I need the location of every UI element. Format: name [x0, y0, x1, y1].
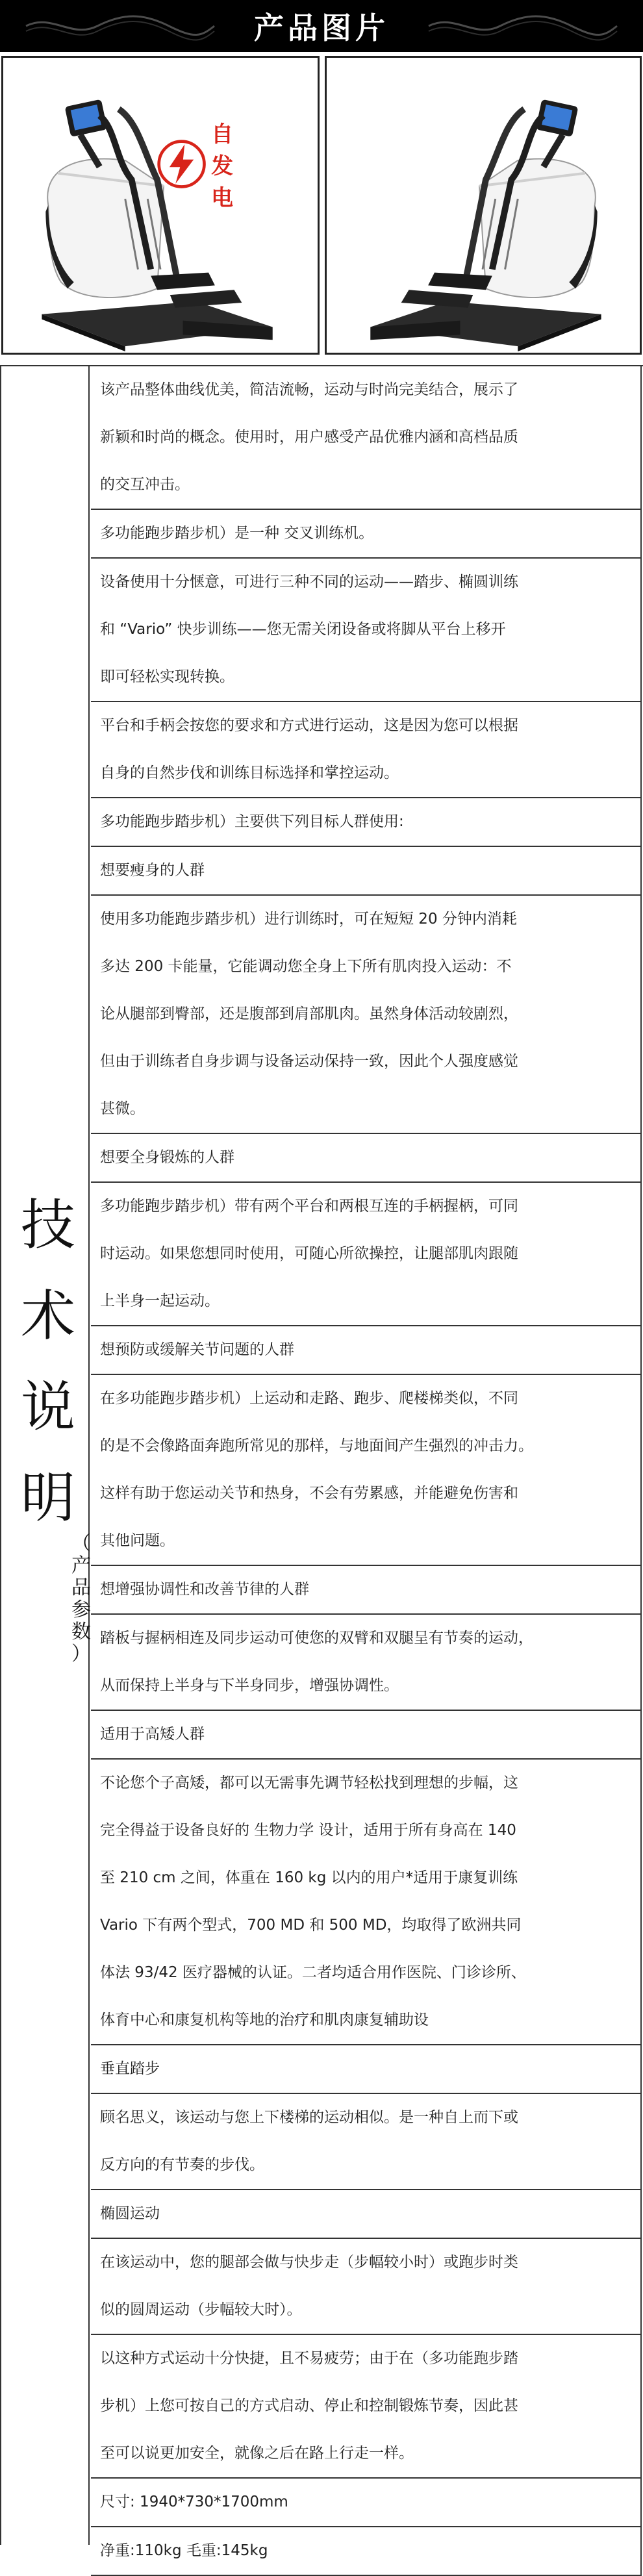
spec-row-line: 多功能跑步踏步机）是一种 交叉训练机。 — [100, 525, 374, 542]
spec-row-line: 垂直踏步 — [100, 2060, 160, 2077]
spec-label-column — [0, 366, 90, 2545]
wave-ornament-right — [429, 10, 617, 42]
spec-row-line: 多功能跑步踏步机）主要供下列目标人群使用: — [100, 813, 404, 830]
spec-row-line: 体法 93/42 医疗器械的认证。二者均适合用作医院、门诊诊所、 — [100, 1964, 526, 1981]
spec-row-line: 甚微。 — [100, 1100, 145, 1117]
spec-row-line: 以这种方式运动十分快捷，且不易疲劳；由于在（多功能跑步踏 — [100, 2350, 518, 2367]
spec-row-line: 该产品整体曲线优美，简洁流畅，运动与时尚完美结合，展示了 — [100, 381, 518, 398]
spec-row-line: 想要全身锻炼的人群 — [100, 1149, 234, 1166]
spec-row-line: 上半身一起运动。 — [100, 1293, 220, 1309]
spec-label-subtitle: （ 产 品 参 数 ） — [71, 1532, 91, 1665]
spec-row-line: 完全得益于设备良好的 生物力学 设计，适用于所有身高在 140 — [100, 1822, 516, 1839]
spec-row — [91, 2190, 640, 2239]
spec-row — [91, 1615, 640, 1711]
spec-row-line: Vario 下有两个型式，700 MD 和 500 MD，均取得了欧洲共同 — [100, 1917, 522, 1934]
spec-row — [91, 2527, 640, 2576]
section-header — [0, 0, 643, 52]
spec-row — [91, 1375, 640, 1566]
spec-row-line: 反方向的有节奏的步伐。 — [100, 2156, 264, 2173]
spec-row-line: 论从腿部到臀部，还是腹部到肩部肌肉。虽然身体活动较剧烈， — [100, 1005, 518, 1022]
spec-row-line: 想要瘦身的人群 — [100, 862, 205, 879]
spec-row — [91, 2239, 640, 2335]
spec-label-char: 技 — [20, 1193, 75, 1257]
spec-row-line: 和 “Vario” 快步训练——您无需关闭设备或将脚从平台上移开 — [100, 621, 506, 638]
spec-row — [91, 1134, 640, 1183]
spec-row — [91, 702, 640, 798]
spec-row-line: 多达 200 卡能量，它能调动您全身上下所有肌肉投入运动：不 — [100, 958, 512, 975]
elliptical-machine-image-mirrored — [327, 58, 640, 353]
spec-row-line: 的是不会像路面奔跑所常见的那样，与地面间产生强烈的冲击力。 — [100, 1437, 533, 1454]
spec-row-line: 即可轻松实现转换。 — [100, 668, 234, 685]
wave-ornament-left — [26, 10, 214, 42]
spec-row-line: 在多功能跑步踏步机）上运动和走路、跑步、爬楼梯类似，不同 — [100, 1390, 518, 1407]
spec-row-line: 想增强协调性和改善节律的人群 — [100, 1581, 309, 1598]
spec-row — [91, 2335, 640, 2479]
spec-row — [91, 2094, 640, 2190]
spec-row — [91, 798, 640, 847]
spec-row-line: 时运动。如果您想同时使用，可随心所欲操控，让腿部肌肉跟随 — [100, 1245, 518, 1262]
spec-row — [91, 896, 640, 1134]
brand-logo — [156, 116, 248, 212]
spec-row — [91, 1711, 640, 1760]
spec-row-line: 至 210 cm 之间，体重在 160 kg 以内的用户*适用于康复训练 — [100, 1869, 518, 1886]
product-photo-right — [325, 56, 642, 355]
spec-row — [91, 510, 640, 559]
spec-row-line: 椭圆运动 — [100, 2205, 160, 2222]
spec-row-line: 多功能跑步踏步机）带有两个平台和两根互连的手柄握柄，可同 — [100, 1198, 518, 1215]
spec-label-char: 明 — [20, 1466, 75, 1530]
spec-row-line: 体育中心和康复机构等地的治疗和肌肉康复辅助设 — [100, 2012, 429, 2028]
spec-table — [0, 365, 643, 2559]
product-photo-left — [1, 56, 320, 355]
spec-row-line: 步机）上您可按自己的方式启动、停止和控制锻炼节奏，因此甚 — [100, 2397, 518, 2414]
spec-row-line: 踏板与握柄相连及同步运动可使您的双臂和双腿呈有节奏的运动， — [100, 1630, 533, 1647]
spec-row-line: 自身的自然步伐和训练目标选择和掌控运动。 — [100, 764, 399, 781]
spec-row — [91, 1183, 640, 1326]
spec-row-line: 从而保持上半身与下半身同步，增强协调性。 — [100, 1677, 399, 1694]
spec-row — [91, 2045, 640, 2094]
spec-label-char: 说 — [20, 1375, 75, 1439]
spec-row-line: 其他问题。 — [100, 1532, 175, 1549]
spec-row-line: 新颖和时尚的概念。使用时，用户感受产品优雅内涵和高档品质 — [100, 429, 518, 446]
spec-row-line: 似的圆周运动（步幅较大时）。 — [100, 2301, 302, 2318]
spec-row-line: 设备使用十分惬意，可进行三种不同的运动——踏步、椭圆训练 — [100, 574, 518, 590]
spec-row-line: 但由于训练者自身步调与设备运动保持一致，因此个人强度感觉 — [100, 1053, 518, 1070]
spec-row-line: 净重:110kg 毛重:145kg — [100, 2542, 268, 2559]
spec-row-line: 不论您个子高矮，都可以无需事先调节轻松找到理想的步幅，这 — [100, 1774, 518, 1791]
spec-row-line: 顾名思义，该运动与您上下楼梯的运动相似。是一种自上而下或 — [100, 2109, 518, 2126]
spec-row-line: 平台和手柄会按您的要求和方式进行运动，这是因为您可以根据 — [100, 717, 518, 734]
spec-row-line: 在该运动中，您的腿部会做与快步走（步幅较小时）或跑步时类 — [100, 2254, 518, 2271]
spec-row — [91, 559, 640, 702]
spec-row-line: 的交互冲击。 — [100, 476, 190, 493]
spec-rows — [91, 366, 642, 2576]
spec-row-line: 这样有助于您运动关节和热身，不会有劳累感，并能避免伤害和 — [100, 1485, 518, 1502]
spec-row — [91, 2479, 640, 2527]
spec-label-char: 术 — [20, 1284, 75, 1348]
spec-row — [91, 1760, 640, 2045]
spec-row-line: 想预防或缓解关节问题的人群 — [100, 1341, 294, 1358]
spec-row-line: 至可以说更加安全，就像之后在路上行走一样。 — [100, 2445, 414, 2462]
spec-row — [91, 1566, 640, 1615]
spec-row — [91, 847, 640, 896]
lightning-icon — [156, 138, 207, 190]
section-title: 产品图片 — [254, 10, 389, 45]
spec-row-line: 使用多功能跑步踏步机）进行训练时，可在短短 20 分钟内消耗 — [100, 911, 517, 928]
spec-row-line: 适用于高矮人群 — [100, 1726, 205, 1743]
brand-label: 自发电 — [211, 121, 234, 211]
spec-row-line: 尺寸: 1940*730*1700mm — [100, 2494, 288, 2510]
spec-row — [91, 366, 640, 510]
spec-row — [91, 1326, 640, 1375]
